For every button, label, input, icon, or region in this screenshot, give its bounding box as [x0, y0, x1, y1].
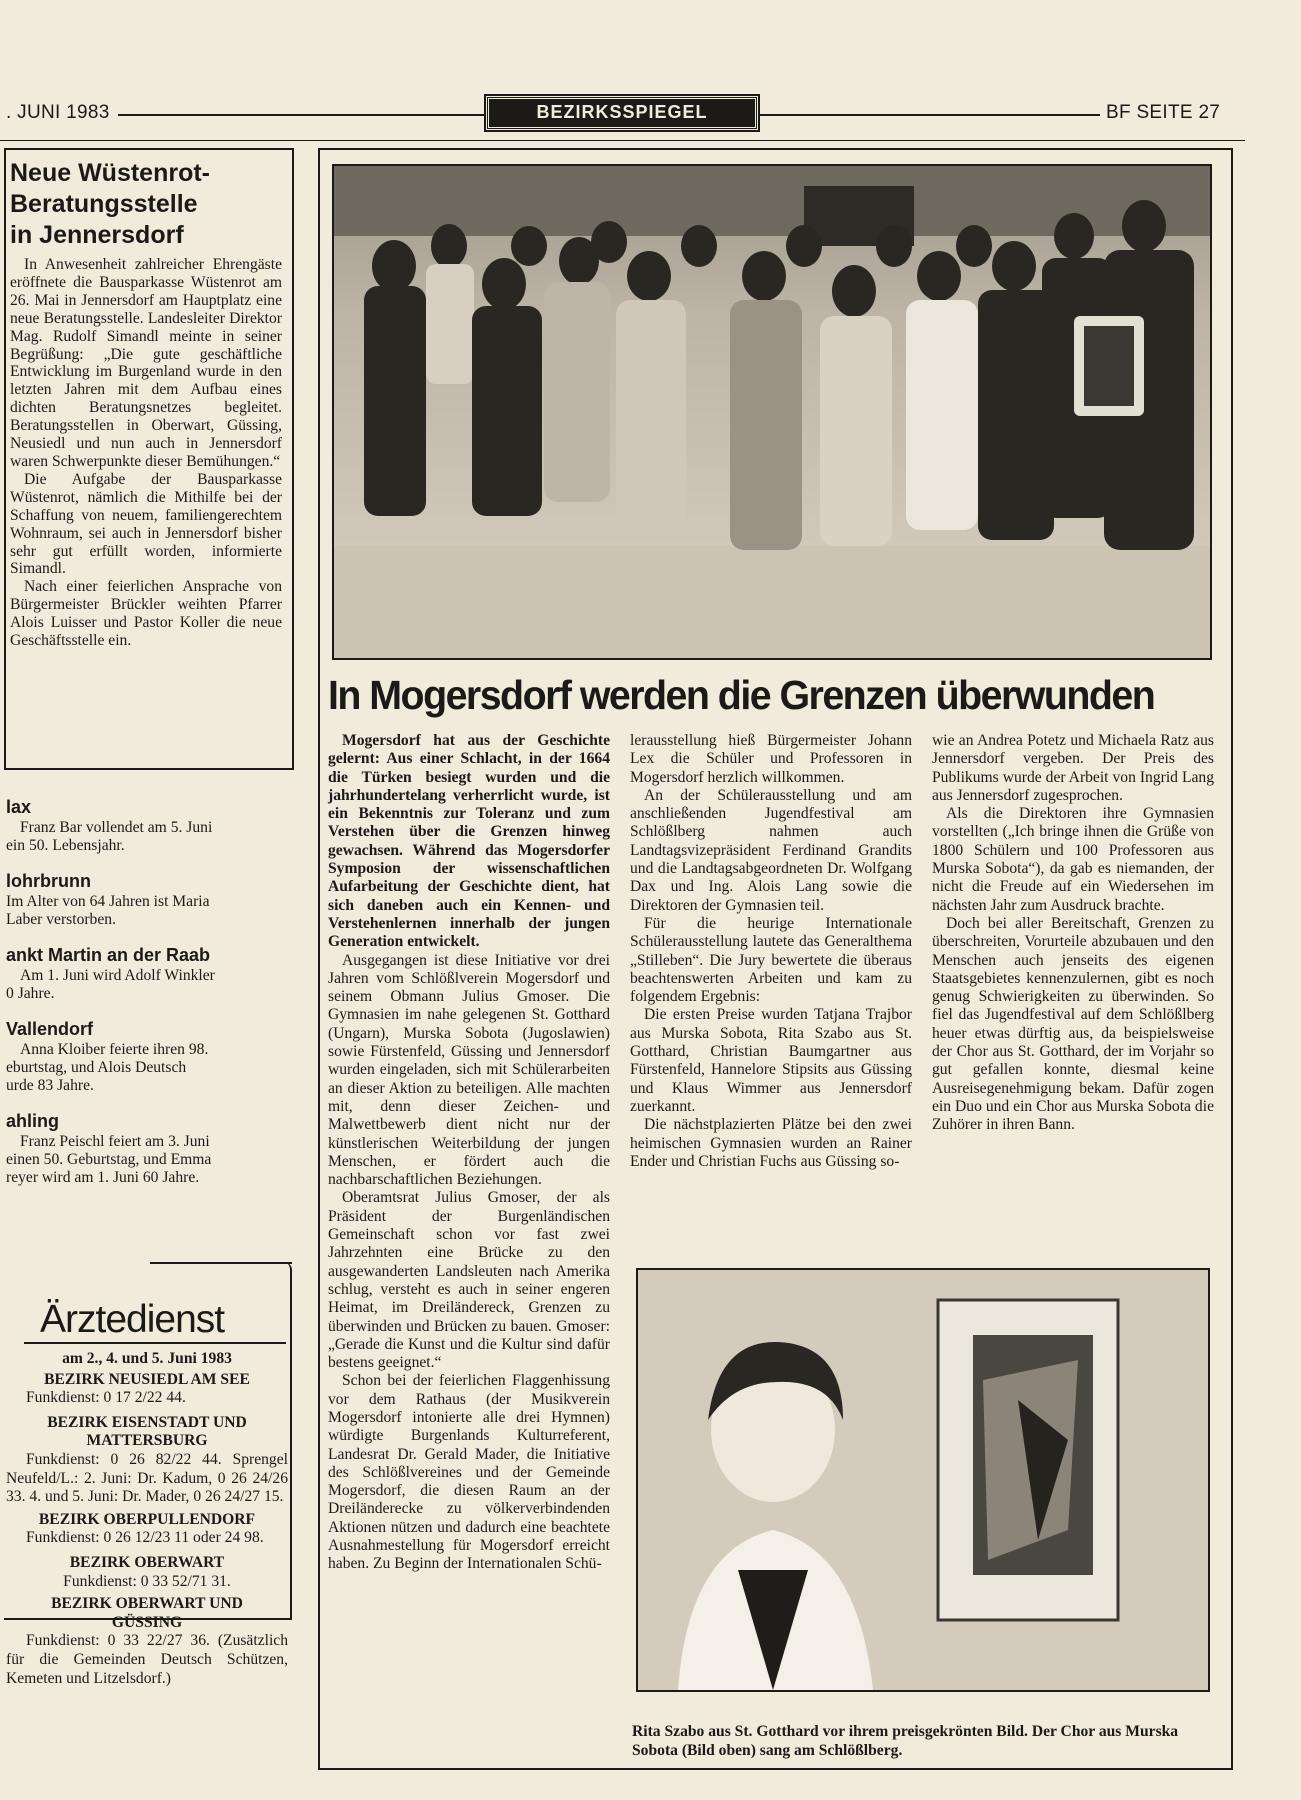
title-line: Beratungsstelle	[10, 190, 198, 218]
article-headline: In Mogersdorf werden die Grenzen überwunden	[328, 672, 1155, 718]
paragraph: Die nächstplazierten Plätze bei den zwei heimischen Gymnasien wurden an Rainer Ender und Christian Fuchs aus Güssing so-	[630, 1116, 912, 1170]
aerztedienst-underline	[24, 1342, 286, 1344]
page-number: BF SEITE 27	[1106, 102, 1221, 123]
choir-photo	[332, 164, 1212, 660]
news-item	[6, 1109, 294, 1187]
news-place: ankt Martin an der Raab	[6, 945, 211, 965]
article-column-2	[630, 732, 912, 1171]
paragraph: An der Schülerausstellung und am anschließenden Jugendfestival am Schlößlberg nahmen auch Landtagsvizepräsident Ferdinand Grandits und die Landtagsabgeordneten Dr. Wolfgang Dax und Ing. Alois Lang sowie die Direktoren der Gymnasien teil.	[630, 786, 912, 914]
aerztedienst-title: Ärztedienst	[40, 1298, 225, 1341]
issue-date: . JUNI 1983	[6, 102, 110, 123]
district-info: Funkdienst: 0 26 82/22 44. Sprengel Neufeld/L.: 2. Juni: Dr. Kadum, 0 26 24/26 33. 4. und 5. Juni: Dr. Mader, 0 26 24/27 15.	[6, 1450, 288, 1506]
district-name: BEZIRK NEUSIEDL AM SEE	[44, 1370, 250, 1388]
district-info: Funkdienst: 0 26 12/23 11 oder 24 98.	[26, 1529, 264, 1547]
paragraph: wie an Andrea Potetz und Michaela Ratz aus Jennersdorf vergeben. Der Preis des Publikums wurde der Arbeit von Ingrid Lang aus Jennersdorf zugesprochen.	[932, 732, 1214, 804]
header-rule-left	[118, 114, 484, 116]
section-banner: BEZIRKSSPIEGEL	[486, 96, 758, 130]
paragraph: Doch bei aller Bereitschaft, Grenzen zu überschreiten, Vorurteile abzubauen und den Menschen auch jenseits des eigenen Staatsgebietes kennenzulernen, gibt es noch genug Schwierigkeiten zu überwinden. So fiel das Jugendfestival auf dem Schlößlberg heuer etwas dürftig aus, da beispielsweise der Chor aus St. Gotthard, der im Vorjahr so gut gefallen konnte, diesmal keine Ausreisegenehmigung bekam. Dafür zogen ein Duo und ein Chor aus Murska Sobota die Zuhörer in ihren Bann.	[932, 914, 1214, 1134]
news-place: Vallendorf	[6, 1019, 94, 1039]
district-name: BEZIRK EISENSTADT UND MATTERSBURG	[47, 1413, 247, 1450]
news-item	[6, 795, 294, 855]
choir-group-illustration	[334, 166, 1210, 658]
title-line: Neue Wüstenrot-	[10, 159, 210, 187]
news-item	[6, 943, 294, 1003]
district-info: Funkdienst: 0 33 22/27 36. (Zusätzlich für die Gemeinden Deutsch Schützen, Kemeten und Litzelsdorf.)	[6, 1632, 288, 1687]
paragraph: Nach einer feierlichen Ansprache von Bürgermeister Brückler weihten Pfarrer Alois Luisser und Pastor Koller die neue Geschäftsstelle ein.	[10, 578, 282, 650]
title-line: in Jennersdorf	[10, 221, 184, 249]
rita-szabo-photo	[636, 1268, 1210, 1692]
photo-caption: Rita Szabo aus St. Gotthard vor ihrem preisgekrönten Bild. Der Chor aus Murska Sobota (Bild oben) sang am Schlößlberg.	[632, 1723, 1179, 1759]
paragraph: Schon bei der feierlichen Flaggenhissung vor dem Rathaus (der Musikverein Mogersdorf intonierte alle drei Hymnen) würdigte Burgenlands Kulturreferent, Landesrat Dr. Gerald Mader, die Initiative des Schlößlvereines und der Gemeinde Mogersdorf, die diesen Raum an der Dreiländerecke zu völkerverbindenden Aktionen nützen und dadurch eine beachtete Ausnahmestellung für Mogersdorf erreicht haben. Zu Beginn der Internationalen Schü-	[328, 1372, 610, 1573]
local-news-list	[6, 795, 294, 1201]
news-place: lax	[6, 797, 32, 817]
wuestenrot-title	[10, 158, 290, 251]
news-text: Im Alter von 64 Jahren ist Maria Laber verstorben.	[6, 893, 210, 928]
news-item	[6, 869, 294, 929]
news-text: Anna Kloiber feierte ihren 98. eburtstag, und Alois Deutsch urde 83 Jahre.	[6, 1041, 209, 1094]
aerztedienst-dates: am 2., 4. und 5. Juni 1983	[62, 1350, 232, 1367]
news-text: Am 1. Juni wird Adolf Winkler 0 Jahre.	[6, 967, 215, 1002]
paragraph: Ausgegangen ist diese Initiative vor drei Jahren vom Schlößlverein Mogersdorf und seinem Obmann Julius Gmoser. Die Gymnasien im nahe gelegenen St. Gotthard (Ungarn), Murska Sobota (Jugoslawien) sowie Fürstenfeld, Güssing und Jennersdorf wurden eingeladen, sich mit Schülerarbeiten an dieser Aktion zu beteiligen. Alle machten mit, denn dieser Zeichen- und Malwettbewerb dient nicht nur der künstlerischen Weiterbildung der jungen Menschen, er fördert auch die nachbarschaftlichen Beziehungen.	[328, 951, 610, 1189]
paragraph: lerausstellung hieß Bürgermeister Johann Lex die Schüler und Professoren in Mogersdorf herzlich willkommen.	[630, 732, 912, 786]
article-column-1	[328, 732, 610, 1574]
district-name: BEZIRK OBERWART UND GÜSSING	[51, 1595, 243, 1631]
district-info: Funkdienst: 0 33 52/71 31.	[63, 1572, 231, 1590]
header-rule-right	[760, 114, 1100, 116]
news-item	[6, 1017, 294, 1095]
news-text: Franz Peischl feiert am 3. Juni einen 50. Geburtstag, und Emma reyer wird am 1. Juni 60 Jahre.	[6, 1133, 212, 1186]
paragraph: Die ersten Preise wurden Tatjana Trajbor aus Murska Sobota, Rita Szabo aus St. Gotthard, Christian Baumgartner aus Fürstenfeld, Hannelore Stipsits aus Güssing und Klaus Wimmer aus Jennersdorf zuerkannt.	[630, 1006, 912, 1115]
header-divider	[0, 140, 1245, 141]
wuestenrot-body	[10, 256, 282, 650]
aerztedienst-box-top	[150, 1262, 292, 1264]
paragraph: Für die heurige Internationale Schülerausstellung lautete das Generalthema „Stilleben“. Die Jury bewertete die überaus beachtenswerten Arbeiten und kam zu folgendem Ergebnis:	[630, 914, 912, 1006]
news-text: Franz Bar vollendet am 5. Juni ein 50. Lebensjahr.	[6, 819, 213, 854]
paragraph: Als die Direktoren ihre Gymnasien vorstellten („Ich bringe ihnen die Grüße von 1800 Schülern und 100 Professoren aus Murska Sobota“), da gab es niemanden, der nicht die Freude auf ein Wiedersehen im nächsten Jahr zum Ausdruck brachte.	[932, 805, 1214, 914]
district-name: BEZIRK OBERWART	[69, 1553, 225, 1571]
paragraph: Die Aufgabe der Bausparkasse Wüstenrot, nämlich die Mithilfe bei der Schaffung von neuem, familiengerechtem Wohnraum, sei auch in Jennersdorf bisher sehr gut erfüllt worden, informierte Simandl.	[10, 470, 282, 578]
district-name: BEZIRK OBERPULLENDORF	[38, 1510, 256, 1528]
district-info: Funkdienst: 0 17 2/22 44.	[26, 1389, 186, 1407]
news-place: ahling	[6, 1111, 59, 1131]
portrait-illustration	[638, 1270, 1208, 1690]
paragraph: Oberamtsrat Julius Gmoser, der als Präsident der Burgenländischen Gemeinschaft schon vor fast zwei Jahrzehnten eine Brücke zu den ausgewanderten Landsleuten nach Amerika schlug, versteht es auch in seiner engeren Heimat, im Dreiländereck, Grenzen zu überwinden und Brücken zu bauen. Gmoser: „Gerade die Kunst und die Kultur sind dafür bestens geeignet.“	[328, 1189, 610, 1372]
article-column-3	[932, 732, 1214, 1135]
article-lead: Mogersdorf hat aus der Geschichte gelernt: Aus einer Schlacht, in der 1664 die Türken besiegt wurden und die jahrhundertelang verherrlicht wurde, ist ein Bekenntnis zur Toleranz und zum Verstehen über die Grenzen hinweg gewachsen. Während das Mogersdorfer Symposion der wissenschaftlichen Aufarbeitung der Geschichte dient, hat sich daneben auch ein Kennen- und Verstehenlernen innerhalb der jungen Generation entwickelt.	[328, 732, 610, 951]
paragraph: In Anwesenheit zahlreicher Ehrengäste eröffnete die Bausparkasse Wüstenrot am 26. Mai in Jennersdorf am Hauptplatz eine neue Beratungsstelle. Landesleiter Direktor Mag. Rudolf Simandl meinte in seiner Begrüßung: „Die gute geschäftliche Entwicklung im Burgenland wurde in den letzten Jahren mit dem Aufbau eines dichten Beratungsnetzes begleitet. Beratungsstellen in Oberwart, Güssing, Neusiedl und nun auch in Jennersdorf waren Schwerpunkte dieser Bemühungen.“	[10, 256, 282, 470]
aerztedienst-body	[6, 1350, 288, 1688]
news-place: lohrbrunn	[6, 871, 91, 891]
